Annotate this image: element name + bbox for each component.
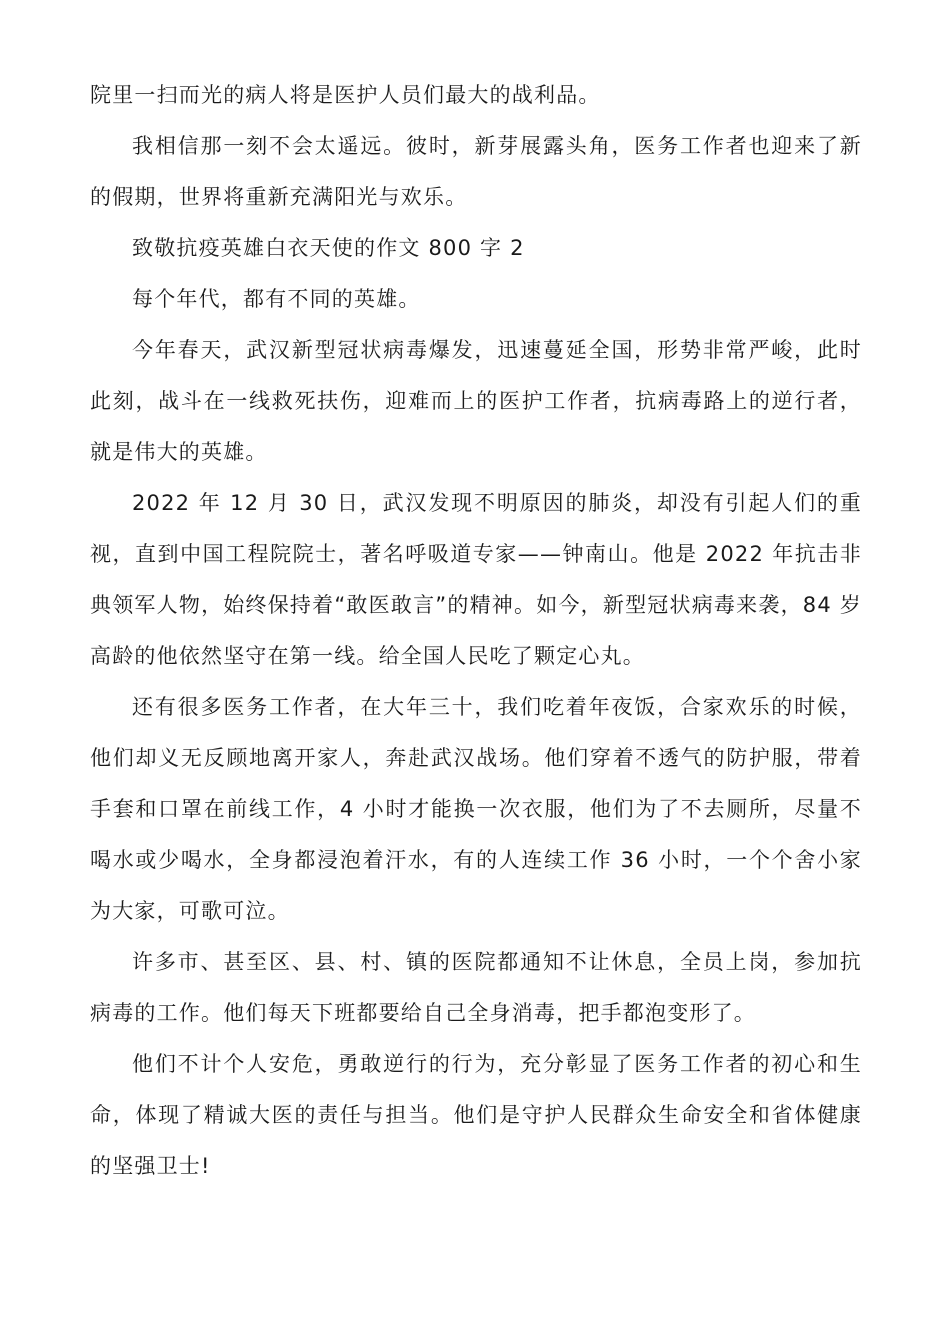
paragraph-hope: 我相信那一刻不会太遥远。彼时，新芽展露头角，医务工作者也迎来了新的假期，世界将重新充满阳光与欢乐。: [90, 134, 862, 209]
paragraph-continued: 院里一扫而光的病人将是医护人员们最大的战利品。: [90, 83, 601, 107]
paragraph-heroes: 每个年代，都有不同的英雄。: [132, 287, 421, 311]
paragraph-medical-workers: 还有很多医务工作者，在大年三十，我们吃着年夜饭，合家欢乐的时候，他们却义无反顾地离开家人，奔赴武汉战场。他们穿着不透气的防护服，带着手套和口罩在前线工作，4 小时才能换一次衣服，他们为了不去厕所，尽量不喝水或少喝水，全身都浸泡着汗水，有的人连续工作 36 小时，一个个舍小家为大家，可歌可泣。: [90, 695, 862, 923]
paragraph-spring: 今年春天，武汉新型冠状病毒爆发，迅速蔓延全国，形势非常严峻，此时此刻，战斗在一线救死扶伤，迎难而上的医护工作者，抗病毒路上的逆行者，就是伟大的英雄。: [90, 338, 862, 464]
paragraph-zhong-nanshan: 2022 年 12 月 30 日，武汉发现不明原因的肺炎，却没有引起人们的重视，直到中国工程院院士，著名呼吸道专家——钟南山。他是 2022 年抗击非典领军人物，始终保持着“敢医敢言”的精神。如今，新型冠状病毒来袭，84 岁高龄的他依然坚守在第一线。给全国人民吃了颗定心丸。: [90, 491, 862, 668]
essay-title: 致敬抗疫英雄白衣天使的作文 800 字 2: [132, 236, 525, 260]
paragraph-conclusion: 他们不计个人安危，勇敢逆行的行为，充分彰显了医务工作者的初心和生命，体现了精诚大医的责任与担当。他们是守护人民群众生命安全和省体健康的坚强卫士!: [90, 1052, 862, 1178]
document-page: [90, 70, 862, 1192]
paragraph-hospitals: 许多市、甚至区、县、村、镇的医院都通知不让休息，全员上岗，参加抗病毒的工作。他们每天下班都要给自己全身消毒，把手都泡变形了。: [90, 950, 862, 1025]
